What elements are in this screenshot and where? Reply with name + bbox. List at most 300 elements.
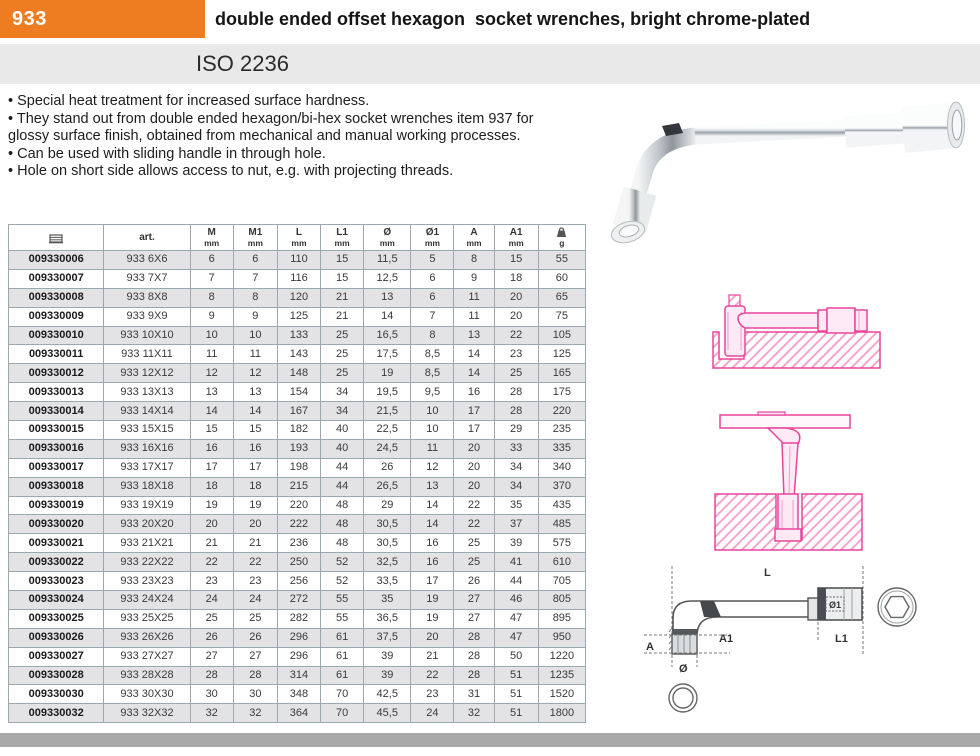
cell-dia1: 21 [411,647,454,666]
col-unit: mm [466,237,482,248]
cell-dia: 36,5 [364,609,411,628]
cell-dia: 14 [364,307,411,326]
cell-weight: 1220 [538,647,585,666]
cell-m1: 23 [233,572,277,591]
cell-m1: 16 [233,439,277,458]
cell-art: 933 26X26 [104,628,190,647]
table-row [9,307,586,326]
table-row [9,647,586,666]
cell-weight: 1520 [538,685,585,704]
cell-m: 11 [190,345,233,364]
cell-code: 009330019 [9,496,104,515]
cell-art: 933 7X7 [104,269,190,288]
cell-a: 22 [454,515,494,534]
cell-m1: 15 [233,421,277,440]
cell-l: 110 [277,251,320,270]
cell-m1: 22 [233,553,277,572]
cell-m1: 25 [233,609,277,628]
cell-art: 933 20X20 [104,515,190,534]
cell-a1: 23 [494,345,538,364]
cell-l: 182 [277,421,320,440]
col-header-a [454,225,494,251]
cell-a1: 29 [494,421,538,440]
cell-weight: 335 [538,439,585,458]
cell-m1: 12 [233,364,277,383]
cell-art: 933 11X11 [104,345,190,364]
feature-item: • Can be used with sliding handle in through hole. [8,146,540,164]
cell-a1: 34 [494,477,538,496]
cell-l1: 61 [321,628,364,647]
cell-m: 22 [190,553,233,572]
cell-a: 28 [454,647,494,666]
cell-m: 13 [190,383,233,402]
cell-m1: 24 [233,591,277,610]
cell-dia1: 22 [411,666,454,685]
cell-l1: 48 [321,534,364,553]
cell-l: 125 [277,307,320,326]
table-row [9,364,586,383]
cell-a: 28 [454,666,494,685]
dimension-diagram-svg [640,560,940,718]
cell-dia1: 19 [411,591,454,610]
cell-a: 32 [454,704,494,723]
cell-dia1: 17 [411,572,454,591]
cell-art: 933 16X16 [104,439,190,458]
usage-drawing-sliding-handle [712,410,867,562]
cell-art: 933 24X24 [104,591,190,610]
cell-dia1: 10 [411,421,454,440]
cell-l: 154 [277,383,320,402]
cell-l: 364 [277,704,320,723]
cell-a1: 46 [494,591,538,610]
table-row [9,383,586,402]
cell-l1: 40 [321,421,364,440]
col-label: Ø [383,226,392,238]
cell-weight: 125 [538,345,585,364]
cell-m: 21 [190,534,233,553]
cell-a1: 25 [494,364,538,383]
cell-m1: 27 [233,647,277,666]
table-row [9,402,586,421]
cell-l1: 52 [321,572,364,591]
cell-dia: 30,5 [364,534,411,553]
col-header-dia [364,225,411,251]
cell-l: 193 [277,439,320,458]
dim-label-L: L [764,567,771,579]
cell-l: 143 [277,345,320,364]
cell-weight: 950 [538,628,585,647]
cell-art: 933 32X32 [104,704,190,723]
cell-l: 314 [277,666,320,685]
cell-code: 009330013 [9,383,104,402]
col-unit: mm [334,237,350,248]
cell-a1: 39 [494,534,538,553]
cell-art: 933 10X10 [104,326,190,345]
cell-dia1: 14 [411,496,454,515]
table-row [9,251,586,270]
cell-a1: 33 [494,439,538,458]
cell-art: 933 21X21 [104,534,190,553]
cell-m1: 13 [233,383,277,402]
cell-m: 15 [190,421,233,440]
cell-dia: 39 [364,647,411,666]
col-label: L1 [336,226,348,238]
cell-weight: 370 [538,477,585,496]
cell-art: 933 17X17 [104,458,190,477]
table-row [9,628,586,647]
cell-code: 009330020 [9,515,104,534]
dim-label-dia: Ø [679,663,688,675]
cell-dia1: 9,5 [411,383,454,402]
cell-a1: 18 [494,269,538,288]
cell-art: 933 18X18 [104,477,190,496]
dim-label-A: A [646,641,654,653]
cell-l: 222 [277,515,320,534]
cell-code: 009330009 [9,307,104,326]
cell-a1: 51 [494,666,538,685]
cell-l1: 44 [321,458,364,477]
specs-table-wrap [8,224,586,723]
col-header-l [277,225,320,251]
cell-weight: 1800 [538,704,585,723]
feature-list [8,93,540,181]
col-unit: g [559,238,565,248]
cell-l: 296 [277,628,320,647]
cell-a: 14 [454,345,494,364]
cell-l1: 25 [321,326,364,345]
cell-code: 009330021 [9,534,104,553]
cell-dia: 13 [364,288,411,307]
cell-l: 256 [277,572,320,591]
feature-item: • Special heat treatment for increased surface hardness. [8,93,540,111]
col-unit: mm [204,237,220,248]
scale-icon [539,227,585,238]
cell-m: 6 [190,251,233,270]
cell-m1: 21 [233,534,277,553]
cell-m: 12 [190,364,233,383]
cell-weight: 165 [538,364,585,383]
cell-dia: 16,5 [364,326,411,345]
cell-l: 133 [277,326,320,345]
dim-label-A1: A1 [719,633,734,645]
feature-item: • They stand out from double ended hexagon/bi-hex socket wrenches item 937 for glossy surface finish, obtained from mechanical and manual working processes. [8,111,540,146]
cell-m1: 9 [233,307,277,326]
cell-m1: 32 [233,704,277,723]
cell-m1: 18 [233,477,277,496]
col-unit: mm [508,237,524,248]
cell-a: 25 [454,534,494,553]
cell-a1: 51 [494,685,538,704]
cell-code: 009330032 [9,704,104,723]
cell-a: 17 [454,421,494,440]
col-label: A1 [509,226,523,238]
cell-art: 933 13X13 [104,383,190,402]
cell-l1: 55 [321,609,364,628]
cell-code: 009330010 [9,326,104,345]
cell-l: 250 [277,553,320,572]
cell-a: 26 [454,572,494,591]
cell-a1: 15 [494,251,538,270]
cell-a: 27 [454,609,494,628]
cell-a: 17 [454,402,494,421]
table-row [9,326,586,345]
cell-l: 348 [277,685,320,704]
table-row [9,572,586,591]
cell-weight: 60 [538,269,585,288]
cell-code: 009330025 [9,609,104,628]
table-row [9,477,586,496]
cell-dia: 22,5 [364,421,411,440]
cell-art: 933 15X15 [104,421,190,440]
cell-dia: 24,5 [364,439,411,458]
cell-l1: 48 [321,496,364,515]
cell-m1: 10 [233,326,277,345]
cell-code: 009330026 [9,628,104,647]
table-row [9,439,586,458]
cell-dia: 32,5 [364,553,411,572]
cell-l: 148 [277,364,320,383]
cell-art: 933 9X9 [104,307,190,326]
cell-dia1: 19 [411,609,454,628]
table-row [9,345,586,364]
cell-code: 009330016 [9,439,104,458]
cell-l1: 15 [321,269,364,288]
table-row [9,458,586,477]
cell-a: 16 [454,383,494,402]
cell-l1: 25 [321,345,364,364]
cell-a: 14 [454,364,494,383]
col-header-m [190,225,233,251]
table-row [9,685,586,704]
cell-dia1: 12 [411,458,454,477]
cell-dia1: 24 [411,704,454,723]
cell-code: 009330017 [9,458,104,477]
cell-weight: 55 [538,251,585,270]
cell-l1: 70 [321,704,364,723]
usage-drawing-projecting-thread [698,292,888,380]
cell-dia: 12,5 [364,269,411,288]
table-row [9,288,586,307]
col-header-m1 [233,225,277,251]
cell-code: 009330011 [9,345,104,364]
page-title: double ended offset hexagon socket wrenches, bright chrome-plated [215,8,811,29]
cell-m1: 11 [233,345,277,364]
cell-l: 296 [277,647,320,666]
cell-l: 215 [277,477,320,496]
cell-weight: 220 [538,402,585,421]
cell-a: 28 [454,628,494,647]
col-label: art. [139,231,155,243]
cell-l1: 21 [321,288,364,307]
cell-l1: 61 [321,647,364,666]
cell-a1: 20 [494,307,538,326]
table-row [9,534,586,553]
cell-m1: 17 [233,458,277,477]
standard-label: ISO 2236 [196,51,289,76]
cell-code: 009330006 [9,251,104,270]
cell-l1: 44 [321,477,364,496]
cell-a: 9 [454,269,494,288]
cell-m1: 20 [233,515,277,534]
cell-dia: 19,5 [364,383,411,402]
cell-l1: 70 [321,685,364,704]
cell-dia: 37,5 [364,628,411,647]
cell-code: 009330028 [9,666,104,685]
cell-m1: 6 [233,251,277,270]
table-row [9,609,586,628]
cell-art: 933 12X12 [104,364,190,383]
col-unit: mm [379,237,395,248]
dim-label-L1: L1 [835,633,848,645]
cell-m1: 26 [233,628,277,647]
cell-dia: 39 [364,666,411,685]
cell-dia1: 7 [411,307,454,326]
cell-code: 009330018 [9,477,104,496]
col-header-l1 [321,225,364,251]
cell-a: 8 [454,251,494,270]
cell-m: 32 [190,704,233,723]
item-number: 933 [12,7,47,30]
cell-weight: 485 [538,515,585,534]
cell-art: 933 27X27 [104,647,190,666]
cell-m: 20 [190,515,233,534]
specs-table [8,224,586,723]
cell-a: 13 [454,326,494,345]
cell-a1: 47 [494,628,538,647]
cell-l1: 25 [321,364,364,383]
cell-m: 24 [190,591,233,610]
specs-table-head [9,225,586,251]
col-label: L [295,226,303,238]
cell-a: 31 [454,685,494,704]
cell-a: 20 [454,477,494,496]
cell-a1: 20 [494,288,538,307]
cell-weight: 705 [538,572,585,591]
col-unit: mm [291,237,307,248]
cell-dia: 19 [364,364,411,383]
col-header-dia1 [411,225,454,251]
specs-table-body [9,251,586,723]
cell-m: 9 [190,307,233,326]
cell-dia1: 8 [411,326,454,345]
cell-a: 22 [454,496,494,515]
table-row [9,515,586,534]
cell-l1: 34 [321,402,364,421]
cell-l1: 34 [321,383,364,402]
cell-code: 009330027 [9,647,104,666]
cell-l: 236 [277,534,320,553]
cell-art: 933 30X30 [104,685,190,704]
cell-m1: 8 [233,288,277,307]
cell-art: 933 23X23 [104,572,190,591]
cell-l: 167 [277,402,320,421]
cell-a1: 34 [494,458,538,477]
cell-dia: 35 [364,591,411,610]
cell-m1: 19 [233,496,277,515]
cell-a1: 22 [494,326,538,345]
cell-m1: 14 [233,402,277,421]
cell-weight: 65 [538,288,585,307]
cell-dia1: 16 [411,534,454,553]
cell-art: 933 28X28 [104,666,190,685]
feature-item: • Hole on short side allows access to nut, e.g. with projecting threads. [8,163,540,181]
cell-l1: 61 [321,666,364,685]
cell-dia: 29 [364,496,411,515]
cell-a: 20 [454,458,494,477]
cell-a1: 50 [494,647,538,666]
cell-a1: 28 [494,402,538,421]
cell-weight: 175 [538,383,585,402]
dim-label-dia1: Ø1 [829,600,842,610]
cell-l: 116 [277,269,320,288]
col-header-art [104,225,190,251]
cell-m: 23 [190,572,233,591]
cell-code: 009330008 [9,288,104,307]
cell-a1: 28 [494,383,538,402]
standard-bar [0,44,980,84]
cell-m: 27 [190,647,233,666]
col-unit: mm [247,237,263,248]
cell-dia: 17,5 [364,345,411,364]
cell-art: 933 25X25 [104,609,190,628]
cell-m1: 7 [233,269,277,288]
cell-dia1: 14 [411,515,454,534]
cell-dia: 21,5 [364,402,411,421]
cell-m: 8 [190,288,233,307]
cell-weight: 805 [538,591,585,610]
cell-dia1: 16 [411,553,454,572]
cell-m: 18 [190,477,233,496]
cell-code: 009330023 [9,572,104,591]
cell-dia1: 23 [411,685,454,704]
col-label: Ø1 [425,226,440,238]
cell-m: 26 [190,628,233,647]
col-label: M1 [248,226,263,238]
cell-weight: 895 [538,609,585,628]
cell-m: 30 [190,685,233,704]
col-header-code [9,225,104,251]
cell-code: 009330022 [9,553,104,572]
cell-weight: 1235 [538,666,585,685]
cell-m: 19 [190,496,233,515]
cell-l: 198 [277,458,320,477]
table-row [9,421,586,440]
cell-code: 009330007 [9,269,104,288]
item-number-banner [0,0,205,38]
cell-weight: 105 [538,326,585,345]
footer-bar [0,733,980,747]
cell-l: 220 [277,496,320,515]
cell-a1: 51 [494,704,538,723]
cell-code: 009330014 [9,402,104,421]
dimension-diagram [640,560,940,718]
cell-a1: 41 [494,553,538,572]
table-row [9,704,586,723]
table-row [9,591,586,610]
cell-dia1: 8,5 [411,345,454,364]
cell-l1: 48 [321,515,364,534]
cell-dia: 11,5 [364,251,411,270]
cell-dia1: 6 [411,269,454,288]
cell-l: 120 [277,288,320,307]
cell-dia1: 13 [411,477,454,496]
package-icon [9,232,103,244]
cell-art: 933 6X6 [104,251,190,270]
cell-m1: 30 [233,685,277,704]
col-label: A [470,226,478,238]
cell-dia: 45,5 [364,704,411,723]
cell-weight: 610 [538,553,585,572]
